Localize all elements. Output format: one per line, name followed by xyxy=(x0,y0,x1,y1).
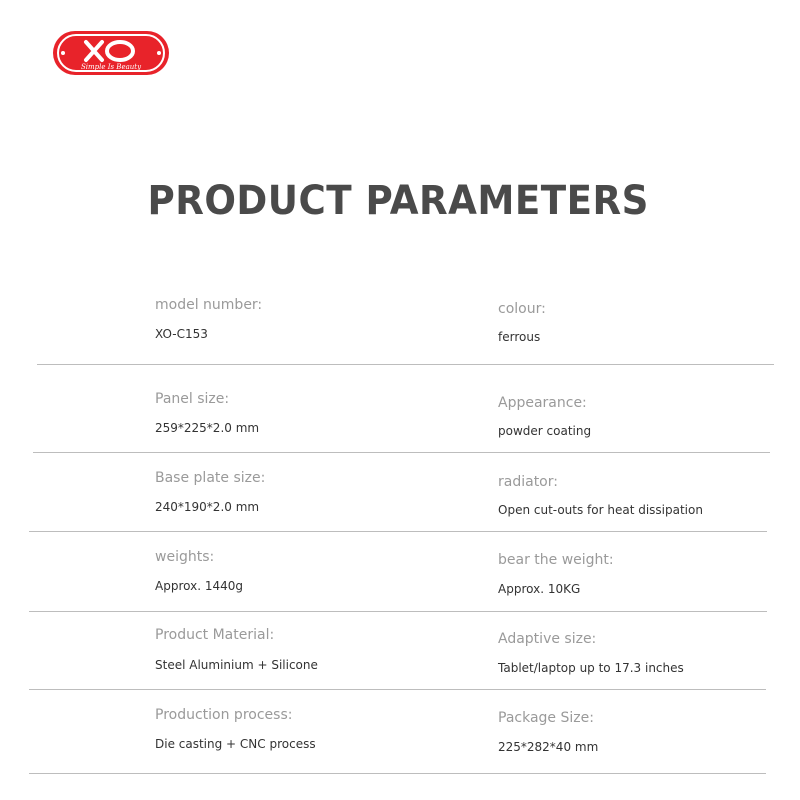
param-label: Panel size: xyxy=(155,391,230,407)
divider xyxy=(29,689,766,690)
param-value: Die casting + CNC process xyxy=(155,737,316,751)
page-title: PRODUCT PARAMETERS xyxy=(147,178,649,224)
param-value: Open cut-outs for heat dissipation xyxy=(498,503,703,517)
param-value: ferrous xyxy=(498,330,541,344)
param-value: Tablet/laptop up to 17.3 inches xyxy=(498,661,684,675)
param-label: Base plate size: xyxy=(155,470,266,486)
xo-logo-icon xyxy=(52,30,170,76)
param-value: Approx. 10KG xyxy=(498,582,581,596)
param-label: bear the weight: xyxy=(498,552,614,568)
param-label: model number: xyxy=(155,297,263,313)
param-label: Production process: xyxy=(155,707,293,723)
param-label: Package Size: xyxy=(498,710,594,726)
param-value: Steel Aluminium + Silicone xyxy=(155,658,318,672)
param-label: Adaptive size: xyxy=(498,631,597,647)
param-label: radiator: xyxy=(498,474,558,490)
param-value: 259*225*2.0 mm xyxy=(155,421,260,435)
divider xyxy=(29,773,766,774)
divider xyxy=(33,452,770,453)
brand-tagline: Simple Is Beauty xyxy=(80,63,142,71)
brand-logo xyxy=(52,30,170,76)
param-value: XO-C153 xyxy=(155,327,208,341)
divider xyxy=(37,364,774,365)
param-value: powder coating xyxy=(498,424,592,438)
param-value: Approx. 1440g xyxy=(155,579,243,593)
divider xyxy=(29,611,767,612)
param-label: colour: xyxy=(498,301,546,317)
divider xyxy=(29,531,767,532)
param-value: 225*282*40 mm xyxy=(498,740,599,754)
param-label: weights: xyxy=(155,549,215,565)
param-label: Appearance: xyxy=(498,395,587,411)
param-label: Product Material: xyxy=(155,627,275,643)
param-value: 240*190*2.0 mm xyxy=(155,500,260,514)
